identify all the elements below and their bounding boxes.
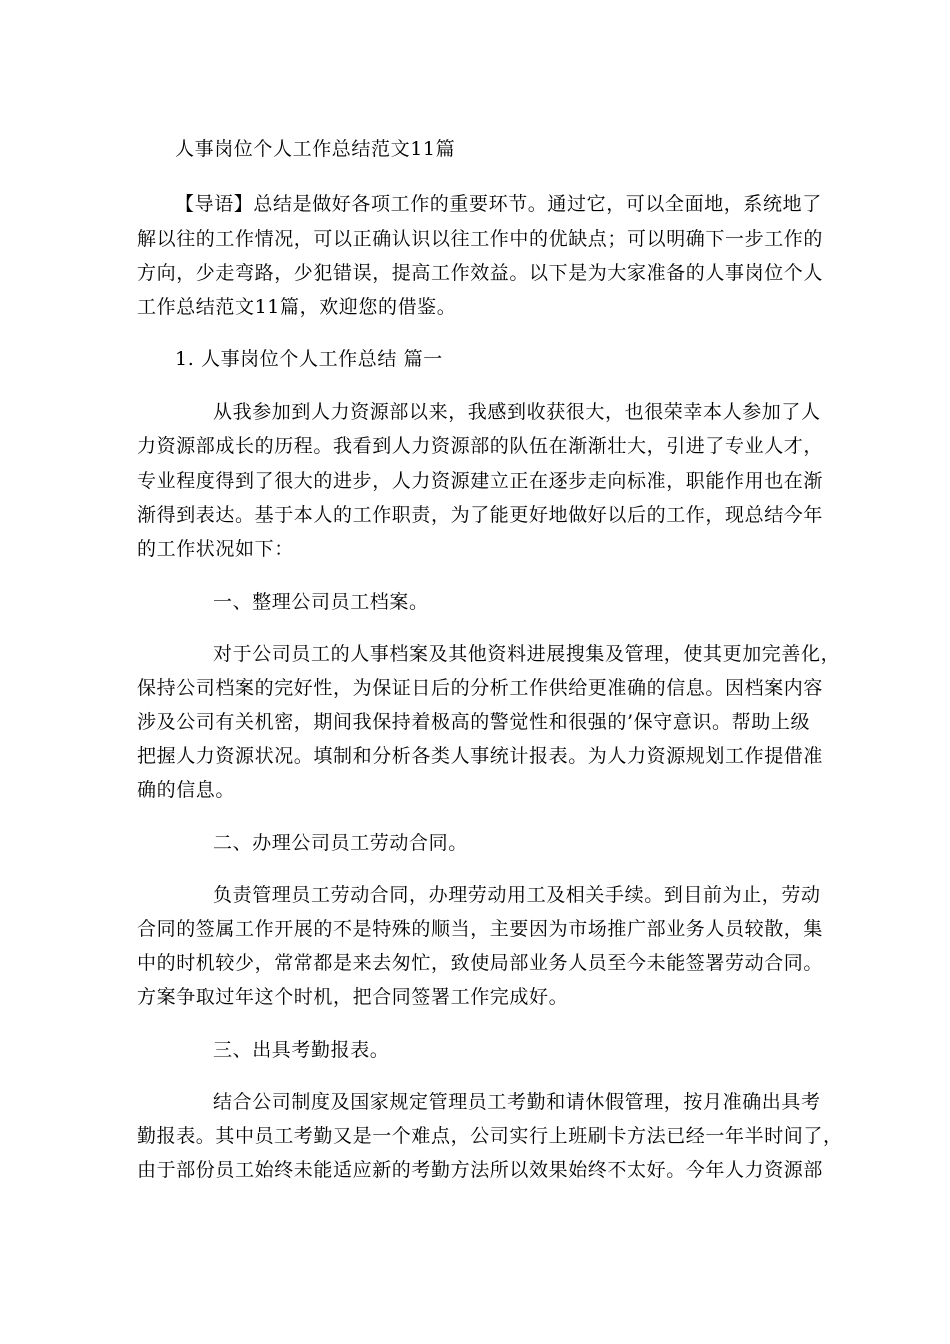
- paragraph-line: 中的时机较少，常常都是来去匆忙，致使局部业务人员至今未能签署劳动合同。: [137, 952, 824, 974]
- paragraph-line: 从我参加到人力资源部以来，我感到收获很大，也很荣幸本人参加了人: [213, 401, 821, 423]
- paragraph-line: 渐得到表达。基于本人的工作职责，为了能更好地做好以后的工作，现总结今年: [137, 504, 824, 526]
- paragraph-line: 方案争取过年这个时机，把合同签署工作完成好。: [137, 986, 569, 1008]
- section-heading: 1. 人事岗位个人工作总结 篇一: [175, 348, 443, 370]
- paragraph-line: 力资源部成长的历程。我看到人力资源部的队伍在渐渐壮大，引进了专业人才，: [137, 435, 824, 457]
- paragraph-line: 涉及公司有关机密，期间我保持着极高的警觉性和很强的’保守意识。帮助上级: [137, 711, 811, 733]
- paragraph-line: 勤报表。其中员工考勤又是一个难点，公司实行上班刷卡方法已经一年半时间了，: [137, 1125, 843, 1147]
- intro-line: 方向，少走弯路，少犯错误，提高工作效益。以下是为大家准备的人事岗位个人: [137, 262, 824, 284]
- item-heading-1: 一、整理公司员工档案。: [213, 591, 429, 613]
- intro-line: 【导语】总结是做好各项工作的重要环节。通过它，可以全面地，系统地了: [175, 193, 822, 215]
- paragraph-line: 对于公司员工的人事档案及其他资料进展搜集及管理，使其更加完善化，: [213, 643, 841, 665]
- paragraph-line: 专业程度得到了很大的进步，人力资源建立正在逐步走向标准，职能作用也在渐: [137, 470, 824, 492]
- paragraph-line: 由于部份员工始终未能适应新的考勤方法所以效果始终不太好。今年人力资源部: [137, 1159, 824, 1181]
- intro-line: 解以往的工作情况，可以正确认识以往工作中的优缺点；可以明确下一步工作的: [137, 228, 824, 250]
- paragraph-line: 结合公司制度及国家规定管理员工考勤和请休假管理，按月准确出具考: [213, 1091, 821, 1113]
- paragraph-line: 确的信息。: [137, 779, 236, 801]
- paragraph-line: 合同的签属工作开展的不是特殊的顺当，主要因为市场推广部业务人员较散，集: [137, 918, 824, 940]
- item-heading-3: 三、出具考勤报表。: [213, 1039, 390, 1061]
- document-title: 人事岗位个人工作总结范文11篇: [175, 138, 456, 160]
- paragraph-line: 保持公司档案的完好性，为保证日后的分析工作供给更准确的信息。因档案内容: [137, 677, 824, 699]
- paragraph-line: 负责管理员工劳动合同，办理劳动用工及相关手续。到目前为止，劳动: [213, 884, 821, 906]
- paragraph-line: 把握人力资源状况。填制和分析各类人事统计报表。为人力资源规划工作提借准: [137, 745, 824, 767]
- item-heading-2: 二、办理公司员工劳动合同。: [213, 832, 468, 854]
- paragraph-line: 的工作状况如下：: [137, 538, 294, 560]
- intro-line: 工作总结范文11篇，欢迎您的借鉴。: [137, 296, 457, 318]
